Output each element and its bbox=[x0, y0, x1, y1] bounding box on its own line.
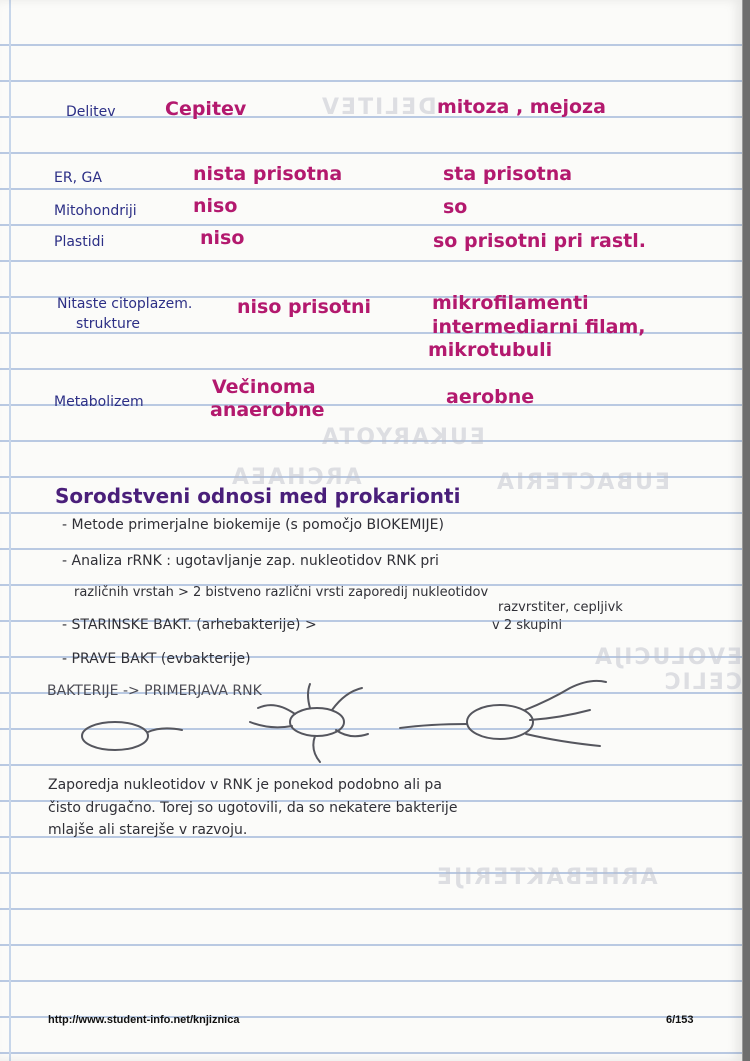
bullet-item: - Metode primerjalne biokemije (s pomočjo BIOKEMIJE) bbox=[62, 517, 444, 533]
row-label-mitochondria: Mitohondriji bbox=[54, 203, 137, 219]
bleed-through-text: ARCHAEA bbox=[230, 465, 362, 490]
bleed-through-text: DELITEV bbox=[320, 95, 437, 120]
eukaryote-er-ga: sta prisotna bbox=[443, 163, 573, 185]
prokaryote-plastids: niso bbox=[200, 227, 245, 249]
eukaryote-filament-2: intermediarni filam, bbox=[432, 316, 646, 338]
flagellum bbox=[400, 724, 467, 728]
eukaryote-division: mitoza , mejoza bbox=[437, 96, 606, 118]
bullet-item: - Analiza rRNK : ugotavljanje zap. nukleotidov RNK pri bbox=[62, 553, 439, 569]
bacterium-cell bbox=[467, 705, 533, 739]
bullet-item: različnih vrstah > 2 bistveno različni vrsti zaporedij nukleotidov bbox=[74, 585, 489, 600]
page-number: 6/153 bbox=[666, 1014, 694, 1026]
flagellum bbox=[530, 710, 590, 720]
paragraph-line: Zaporedja nukleotidov v RNK je ponekod podobno ali pa bbox=[48, 777, 442, 793]
row-label-metabolism: Metabolizem bbox=[54, 394, 144, 410]
eukaryote-plastids: so prisotni pri rastl. bbox=[433, 230, 646, 252]
paragraph-line: čisto drugačno. Torej so ugotovili, da so nekatere bakterije bbox=[48, 800, 458, 816]
eukaryote-filament-1: mikrofilamenti bbox=[432, 292, 589, 314]
row-label-filament-2: strukture bbox=[76, 316, 140, 332]
flagellum bbox=[526, 734, 600, 746]
prokaryote-metabolism-1: Večinoma bbox=[212, 376, 316, 398]
flagellum bbox=[148, 728, 182, 732]
flagellum bbox=[258, 705, 295, 714]
bullet-item: - PRAVE BAKT (evbakterije) bbox=[62, 651, 251, 667]
row-label-filament: Nitaste citoplazem. bbox=[57, 296, 193, 312]
bleed-through-text: ARHEBAKTERIJE bbox=[435, 865, 658, 890]
bacterium-cell bbox=[290, 708, 344, 736]
prokaryote-division: Cepitev bbox=[165, 98, 247, 120]
flagellum bbox=[336, 730, 368, 736]
eukaryote-mitochondria: so bbox=[443, 196, 468, 218]
flagellum bbox=[332, 688, 362, 710]
footer-url: http://www.student-info.net/knjiznica bbox=[48, 1014, 240, 1026]
eukaryote-metabolism: aerobne bbox=[446, 386, 535, 408]
sketch-caption: BAKTERIJE -> PRIMERJAVA RNK bbox=[47, 683, 262, 699]
annotation-text: v 2 skupini bbox=[492, 618, 563, 633]
bleed-through-text: EUBACTERIA bbox=[495, 470, 671, 495]
flagellum bbox=[308, 684, 310, 708]
paragraph-line: mlajše ali starejše v razvoju. bbox=[48, 822, 248, 838]
bullet-item: - STARINSKE BAKT. (arhebakterije) > bbox=[62, 617, 317, 633]
bleed-through-text: EUKARYOTA bbox=[320, 425, 485, 450]
flagellum bbox=[525, 681, 606, 710]
annotation-text: razvrstiter, cepljivk bbox=[498, 600, 623, 615]
row-label-er-ga: ER, GA bbox=[54, 170, 102, 186]
section-heading: Sorodstveni odnosi med prokarionti bbox=[55, 484, 461, 508]
eukaryote-filament-3: mikrotubuli bbox=[428, 339, 553, 361]
prokaryote-metabolism-2: anaerobne bbox=[210, 399, 325, 421]
bacterium-cell bbox=[82, 722, 148, 750]
flagellum bbox=[250, 722, 292, 727]
bleed-through-text: EVOLUCIJA CELIC bbox=[592, 645, 742, 695]
bacteria-sketch bbox=[70, 670, 630, 770]
flagellum bbox=[313, 736, 320, 762]
row-label-division: Delitev bbox=[66, 104, 116, 120]
prokaryote-er-ga: nista prisotna bbox=[193, 163, 343, 185]
prokaryote-filament: niso prisotni bbox=[237, 296, 371, 318]
row-label-plastids: Plastidi bbox=[54, 234, 105, 250]
prokaryote-mitochondria: niso bbox=[193, 195, 238, 217]
